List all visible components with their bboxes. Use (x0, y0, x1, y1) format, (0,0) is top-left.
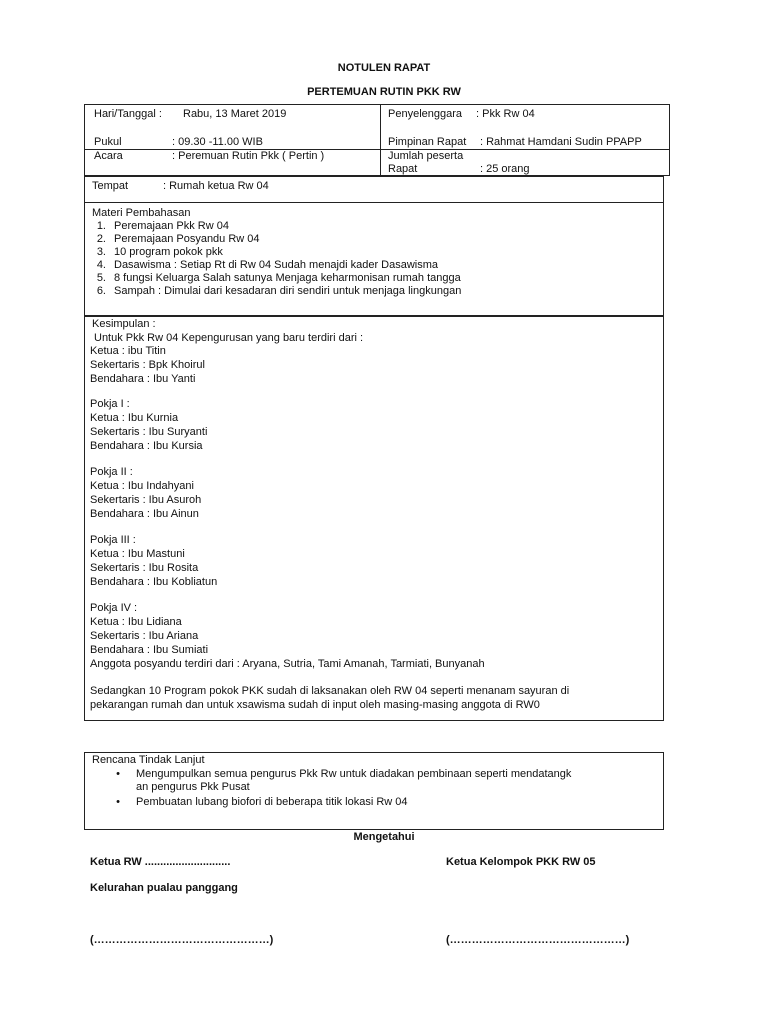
bullet-icon: • (116, 796, 120, 808)
tempat-label: Tempat (92, 180, 129, 192)
tempat-divider (84, 202, 664, 203)
kesimpulan-line: Sekertaris : Bpk Khoirul (90, 359, 205, 371)
materi-text: 8 fungsi Keluarga Salah satunya Menjaga keharmonisan rumah tangga (114, 272, 461, 284)
materi-text: Sampah : Dimulai dari kesadaran diri sendiri untuk menjaga lingkungan (114, 285, 462, 297)
header-divider (380, 104, 381, 176)
materi-item (84, 285, 461, 298)
penyelenggara-label: Penyelenggara (388, 108, 463, 120)
kesimpulan-line: Pokja II : (90, 466, 133, 478)
kesimpulan-line: Ketua : Ibu Mastuni (90, 548, 185, 560)
materi-num: 2. (96, 233, 106, 245)
materi-num: 6. (96, 285, 106, 297)
kesimpulan-closing: Sedangkan 10 Program pokok PKK sudah di laksanakan oleh RW 04 seperti menanam sayuran di (90, 685, 570, 697)
materi-num: 4. (96, 259, 106, 271)
materi-text: Peremajaan Pkk Rw 04 (114, 220, 229, 232)
rencana-item (110, 796, 408, 809)
kesimpulan-line: Bendahara : Ibu Sumiati (90, 644, 209, 656)
kesimpulan-heading: Kesimpulan : (92, 318, 156, 330)
rencana-heading: Rencana Tindak Lanjut (92, 754, 205, 766)
materi-text: Dasawisma : Setiap Rt di Rw 04 Sudah menajdi kader Dasawisma (114, 259, 439, 271)
materi-item (84, 259, 461, 272)
kesimpulan-line: Sekertaris : Ibu Rosita (90, 562, 199, 574)
kesimpulan-line: Ketua : ibu Titin (90, 345, 166, 357)
materi-list (84, 220, 461, 298)
document-subtitle: PERTEMUAN RUTIN PKK RW (307, 86, 461, 98)
ketua-kelompok-label: Ketua Kelompok PKK RW 05 (446, 856, 596, 868)
penyelenggara-value: : Pkk Rw 04 (476, 108, 535, 120)
pimpinan-value: : Rahmat Hamdani Sudin PPAPP (480, 136, 642, 148)
kesimpulan-line: Ketua : Ibu Lidiana (90, 616, 182, 628)
materi-text: 10 program pokok pkk (114, 246, 223, 258)
materi-item (84, 246, 461, 259)
rapat-value: : 25 orang (480, 163, 530, 175)
tempat-value: : Rumah ketua Rw 04 (163, 180, 269, 192)
rencana-text: Pembuatan lubang biofori di beberapa titik lokasi Rw 04 (136, 796, 408, 808)
kesimpulan-line: Ketua : Ibu Kurnia (90, 412, 179, 424)
materi-item (84, 220, 461, 233)
hari-value: Rabu, 13 Maret 2019 (183, 108, 287, 120)
kelurahan-label: Kelurahan pualau panggang (90, 882, 238, 894)
materi-num: 5. (96, 272, 106, 284)
kesimpulan-line: Pokja III : (90, 534, 136, 546)
rencana-text-cont: an pengurus Pkk Pusat (136, 781, 250, 793)
materi-heading: Materi Pembahasan (92, 207, 191, 219)
kesimpulan-line: Anggota posyandu terdiri dari : Aryana, Sutria, Tami Amanah, Tarmiati, Bunyanah (90, 658, 485, 670)
pukul-label: Pukul (94, 136, 122, 148)
acara-label: Acara (94, 150, 123, 162)
kesimpulan-line: Bendahara : Ibu Yanti (90, 373, 196, 385)
materi-item (84, 272, 461, 285)
kesimpulan-intro: Untuk Pkk Rw 04 Kepengurusan yang baru terdiri dari : (94, 332, 364, 344)
materi-text: Peremajaan Posyandu Rw 04 (114, 233, 260, 245)
materi-num: 3. (96, 246, 106, 258)
signature-line-right: (…………………………………………) (446, 934, 630, 946)
kesimpulan-line: Bendahara : Ibu Kursia (90, 440, 203, 452)
materi-num: 1. (96, 220, 106, 232)
mengetahui-label: Mengetahui (353, 831, 415, 843)
kesimpulan-closing: pekarangan rumah dan untuk xsawisma sudah di input oleh masing-masing anggota di RW0 (90, 699, 540, 711)
kesimpulan-line: Ketua : Ibu Indahyani (90, 480, 194, 492)
bullet-icon: • (116, 768, 120, 780)
materi-item (84, 233, 461, 246)
document-title: NOTULEN RAPAT (337, 62, 431, 74)
pukul-value: : 09.30 -11.00 WIB (172, 136, 263, 148)
rencana-item (110, 768, 571, 781)
pimpinan-label: Pimpinan Rapat (388, 136, 467, 148)
jumlah-label: Jumlah peserta (388, 150, 464, 162)
kesimpulan-line: Pokja IV : (90, 602, 138, 614)
kesimpulan-line: Bendahara : Ibu Kobliatun (90, 576, 218, 588)
kesimpulan-line: Sekertaris : Ibu Ariana (90, 630, 199, 642)
rapat-label: Rapat (388, 163, 418, 175)
kesimpulan-line: Bendahara : Ibu Ainun (90, 508, 199, 520)
hari-label: Hari/Tanggal : (94, 108, 162, 120)
ketua-rw-label: Ketua RW ............................ (90, 856, 231, 868)
kesimpulan-line: Pokja I : (90, 398, 130, 410)
kesimpulan-line: Sekertaris : Ibu Asuroh (90, 494, 202, 506)
kesimpulan-line: Sekertaris : Ibu Suryanti (90, 426, 208, 438)
signature-line-left: (…………………………………………) (90, 934, 274, 946)
rencana-text: Mengumpulkan semua pengurus Pkk Rw untuk diadakan pembinaan seperti mendatangk (136, 768, 572, 780)
acara-value: : Peremuan Rutin Pkk ( Pertin ) (172, 150, 325, 162)
